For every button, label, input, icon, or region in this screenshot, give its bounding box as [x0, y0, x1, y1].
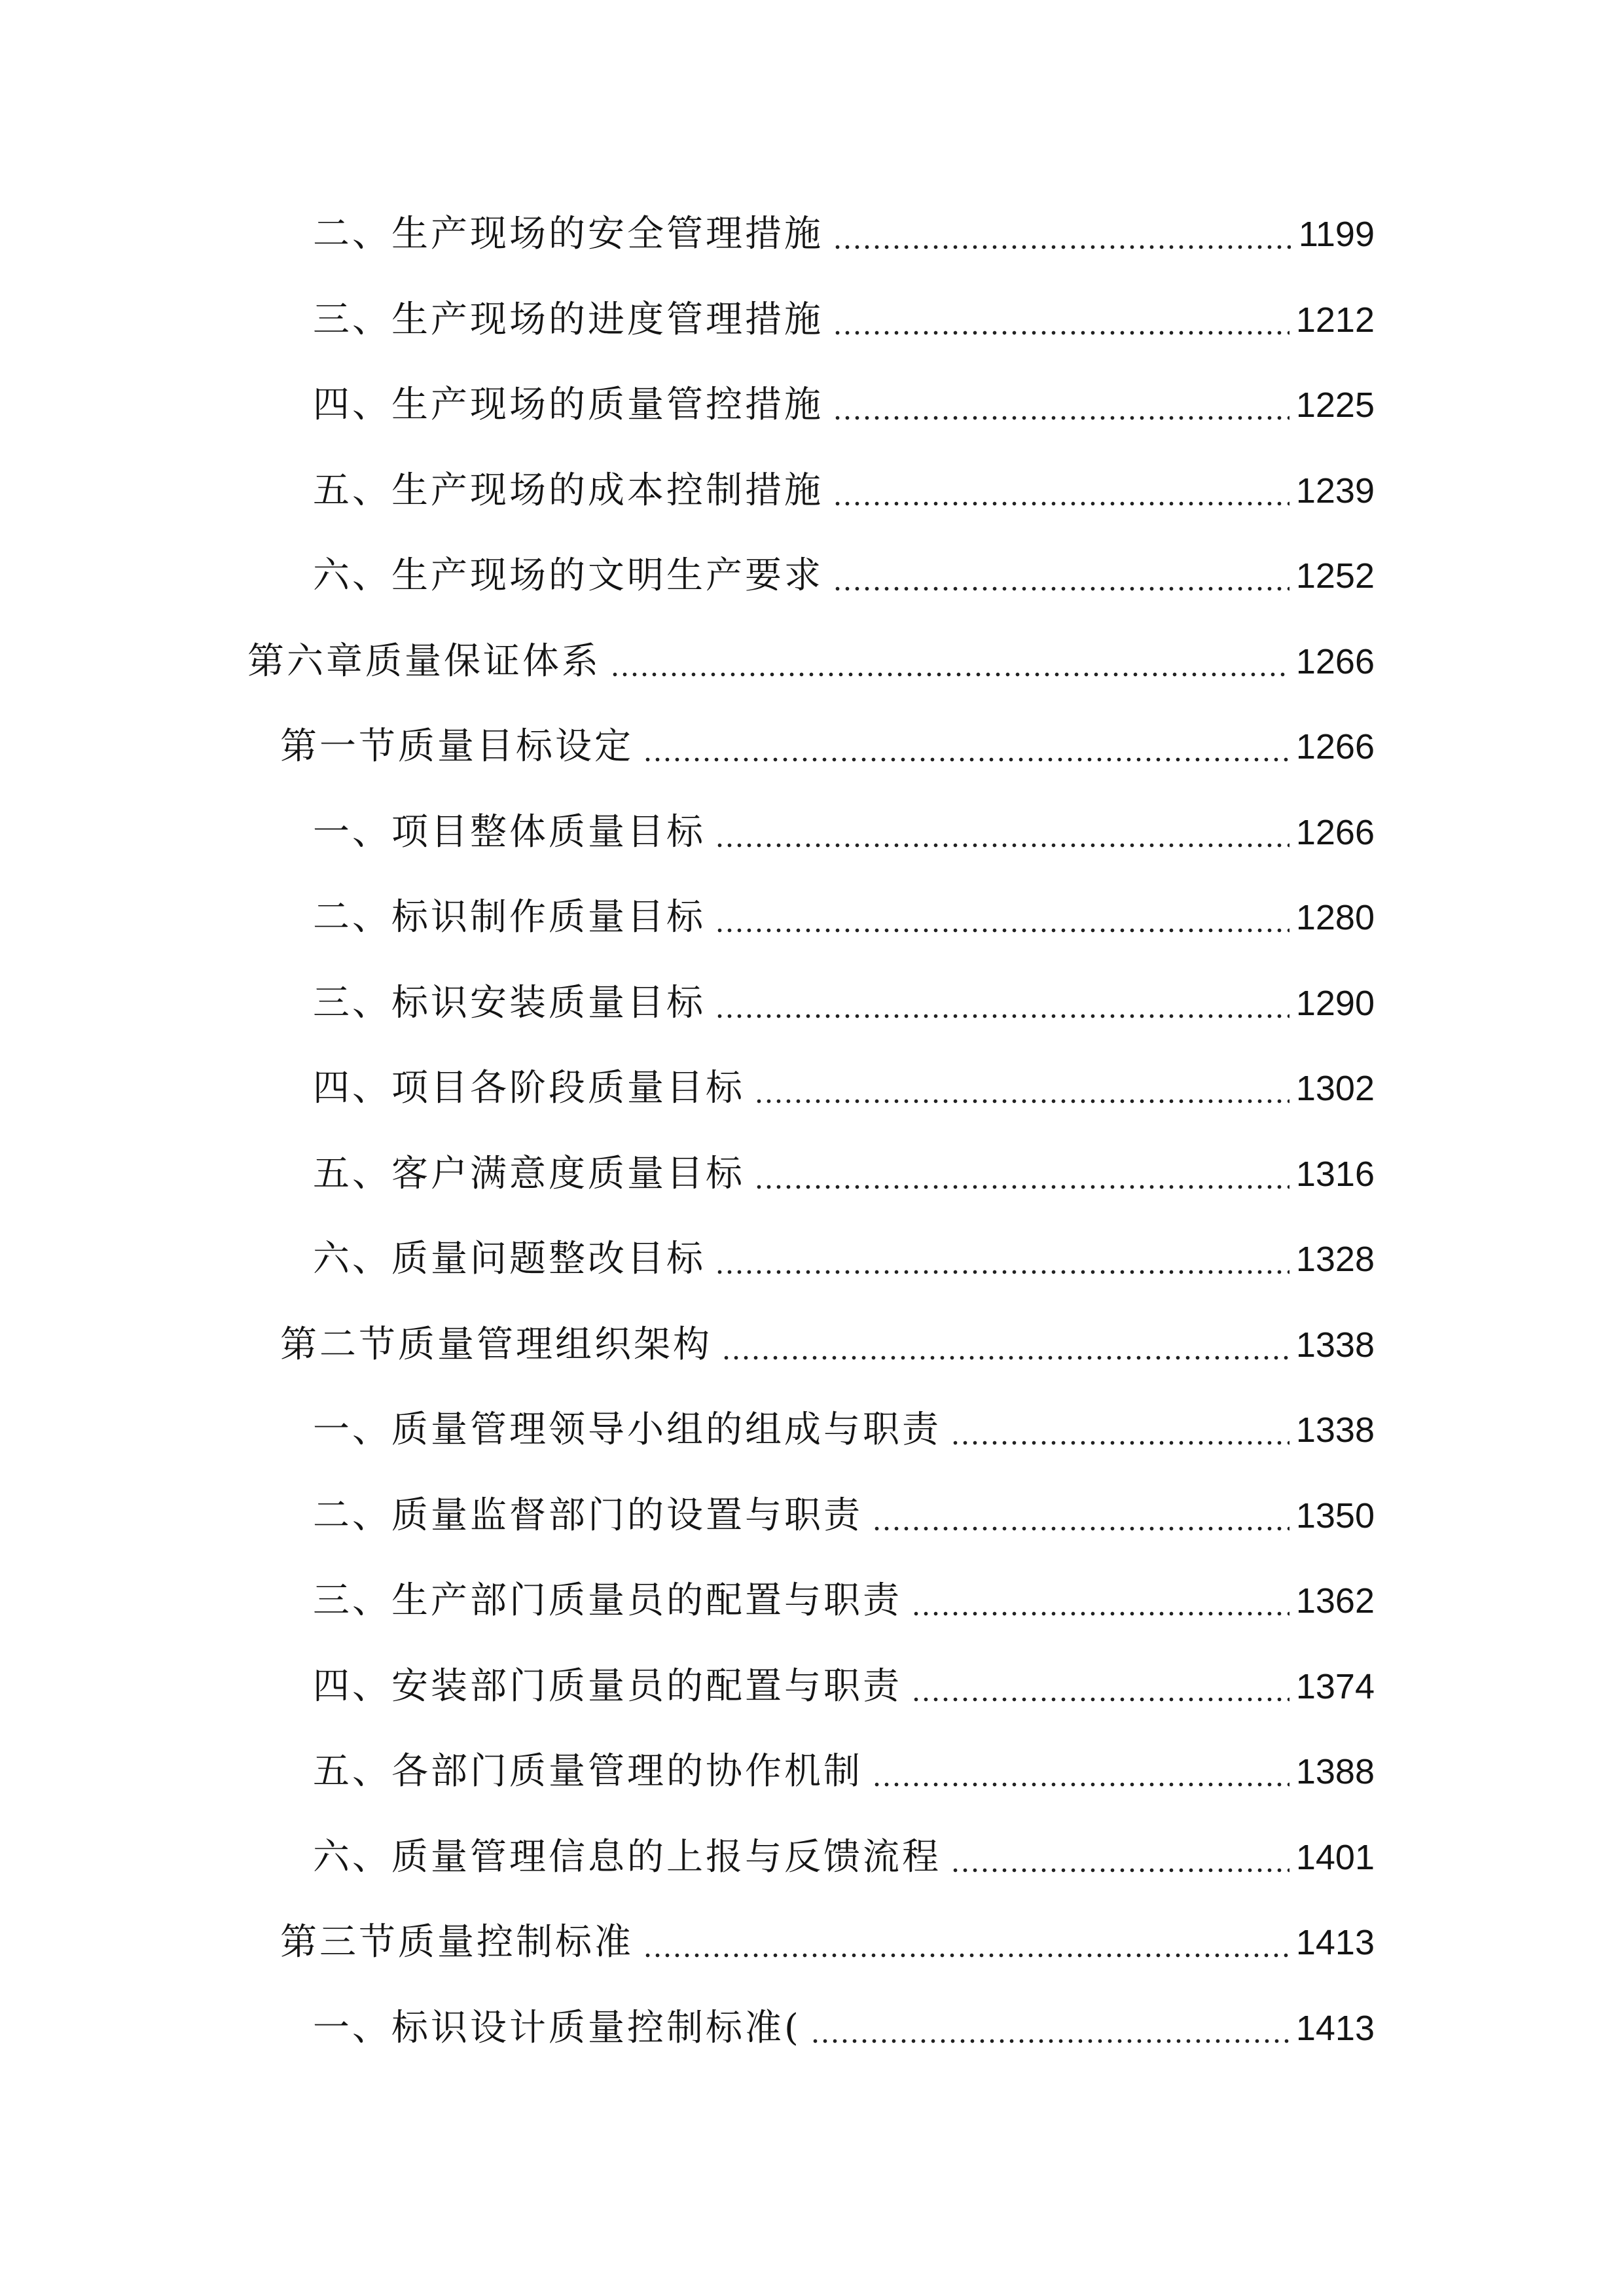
toc-entry-title: 第一节质量目标设定 [280, 725, 634, 768]
toc-entry-title: 二、生产现场的安全管理措施 [313, 213, 823, 255]
toc-page-number: 1413 [1295, 1923, 1375, 1962]
toc-entry-title: 六、生产现场的文明生产要求 [313, 554, 823, 597]
toc-dot-leader [872, 1739, 1290, 1804]
toc-dot-leader [610, 629, 1290, 694]
toc-dot-leader [721, 1312, 1290, 1378]
toc-entry[interactable] [0, 1141, 1375, 1207]
toc-entry-title: 四、生产现场的质量管控措施 [313, 384, 823, 426]
toc-page-number: 1338 [1295, 1325, 1375, 1365]
toc-page-number: 1290 [1295, 983, 1375, 1023]
toc-entry-title: 三、标识安装质量目标 [313, 981, 706, 1024]
toc-entry-title: 四、项目各阶段质量目标 [313, 1067, 745, 1109]
toc-entry[interactable] [0, 1654, 1375, 1719]
toc-entry-title: 第三节质量控制标准 [280, 1921, 634, 1964]
toc-page-number: 1328 [1295, 1240, 1375, 1279]
toc-dot-leader [643, 714, 1290, 780]
toc-entry[interactable] [0, 372, 1375, 438]
toc-dot-leader [833, 543, 1290, 609]
toc-entry[interactable] [0, 1227, 1375, 1292]
toc-page-number: 1350 [1295, 1496, 1375, 1535]
toc-dot-leader [833, 372, 1290, 438]
toc-dot-leader [754, 1141, 1290, 1207]
toc-entry-title: 一、项目整体质量目标 [313, 810, 706, 853]
toc-page-number: 1316 [1295, 1154, 1375, 1194]
toc-dot-leader [715, 971, 1290, 1036]
toc-dot-leader [715, 1227, 1290, 1292]
toc-page-number: 1239 [1295, 471, 1375, 511]
toc-page-number: 1225 [1295, 386, 1375, 425]
toc-entry[interactable] [0, 885, 1375, 950]
toc-entry[interactable] [0, 1056, 1375, 1121]
toc-entry-title: 四、安装部门质量员的配置与职责 [313, 1664, 902, 1708]
toc-entry-title: 五、生产现场的成本控制措施 [313, 469, 823, 512]
toc-entry-title: 二、标识制作质量目标 [313, 896, 706, 939]
toc-dot-leader [754, 1056, 1290, 1121]
toc-entry[interactable] [0, 714, 1375, 780]
toc-entry-title: 五、各部门质量管理的协作机制 [313, 1750, 863, 1793]
toc-entry[interactable] [0, 1996, 1375, 2061]
toc-dot-leader [810, 1996, 1290, 2061]
toc-entry[interactable] [0, 458, 1375, 524]
toc-page-number: 1388 [1295, 1752, 1375, 1791]
toc-entry[interactable] [0, 202, 1375, 267]
toc-page-number: 1401 [1295, 1837, 1375, 1877]
toc-entry[interactable] [0, 1910, 1375, 1975]
toc-entry-title: 一、质量管理领导小组的组成与职责 [313, 1408, 941, 1451]
toc-dot-leader [833, 458, 1290, 524]
toc-dot-leader [950, 1825, 1290, 1890]
toc-entry[interactable] [0, 1397, 1375, 1463]
toc-page-number: 1338 [1295, 1410, 1375, 1450]
toc-dot-leader [950, 1397, 1290, 1463]
toc-page-number: 1374 [1295, 1666, 1375, 1706]
toc-entry-title: 五、客户满意度质量目标 [313, 1152, 745, 1195]
toc-page-number: 1413 [1295, 2008, 1375, 2048]
toc-entry-title: 第二节质量管理组织架构 [280, 1323, 712, 1366]
toc-page-number: 1362 [1295, 1581, 1375, 1621]
toc-dot-leader [872, 1483, 1290, 1549]
toc-dot-leader [833, 202, 1291, 267]
toc-entry[interactable] [0, 1739, 1375, 1804]
toc-page-number: 1252 [1295, 556, 1375, 596]
toc-dot-leader [833, 287, 1290, 353]
toc-entry-title: 第六章质量保证体系 [247, 639, 601, 683]
toc-page-number: 1302 [1295, 1069, 1375, 1108]
toc-entry[interactable] [0, 1483, 1375, 1549]
toc-page-number: 1266 [1295, 641, 1375, 681]
toc-entry-title: 一、标识设计质量控制标准( [313, 2006, 801, 2049]
toc-entry-title: 六、质量问题整改目标 [313, 1238, 706, 1280]
toc-entry-title: 三、生产现场的进度管理措施 [313, 298, 823, 341]
toc-page-number: 1212 [1295, 300, 1375, 340]
toc-dot-leader [715, 800, 1290, 865]
toc-dot-leader [643, 1910, 1290, 1975]
toc-page-number: 1266 [1295, 727, 1375, 766]
toc-dot-leader [715, 885, 1290, 950]
toc-entry[interactable] [0, 1568, 1375, 1634]
toc-entry-title: 三、生产部门质量员的配置与职责 [313, 1579, 902, 1622]
toc-entry[interactable] [0, 287, 1375, 353]
toc-entry[interactable] [0, 1312, 1375, 1378]
toc-entry[interactable] [0, 971, 1375, 1036]
toc-entry[interactable] [0, 543, 1375, 609]
toc-entry-title: 二、质量监督部门的设置与职责 [313, 1494, 863, 1537]
toc-entry[interactable] [0, 800, 1375, 865]
toc-entry[interactable] [0, 1825, 1375, 1890]
toc-page-number: 1199 [1298, 215, 1375, 254]
toc-page-number: 1280 [1295, 898, 1375, 937]
toc-page-number: 1266 [1295, 812, 1375, 852]
toc-dot-leader [911, 1654, 1290, 1719]
toc-entry-title: 六、质量管理信息的上报与反馈流程 [313, 1835, 941, 1878]
toc-entry[interactable] [0, 629, 1375, 694]
toc-dot-leader [911, 1568, 1290, 1634]
